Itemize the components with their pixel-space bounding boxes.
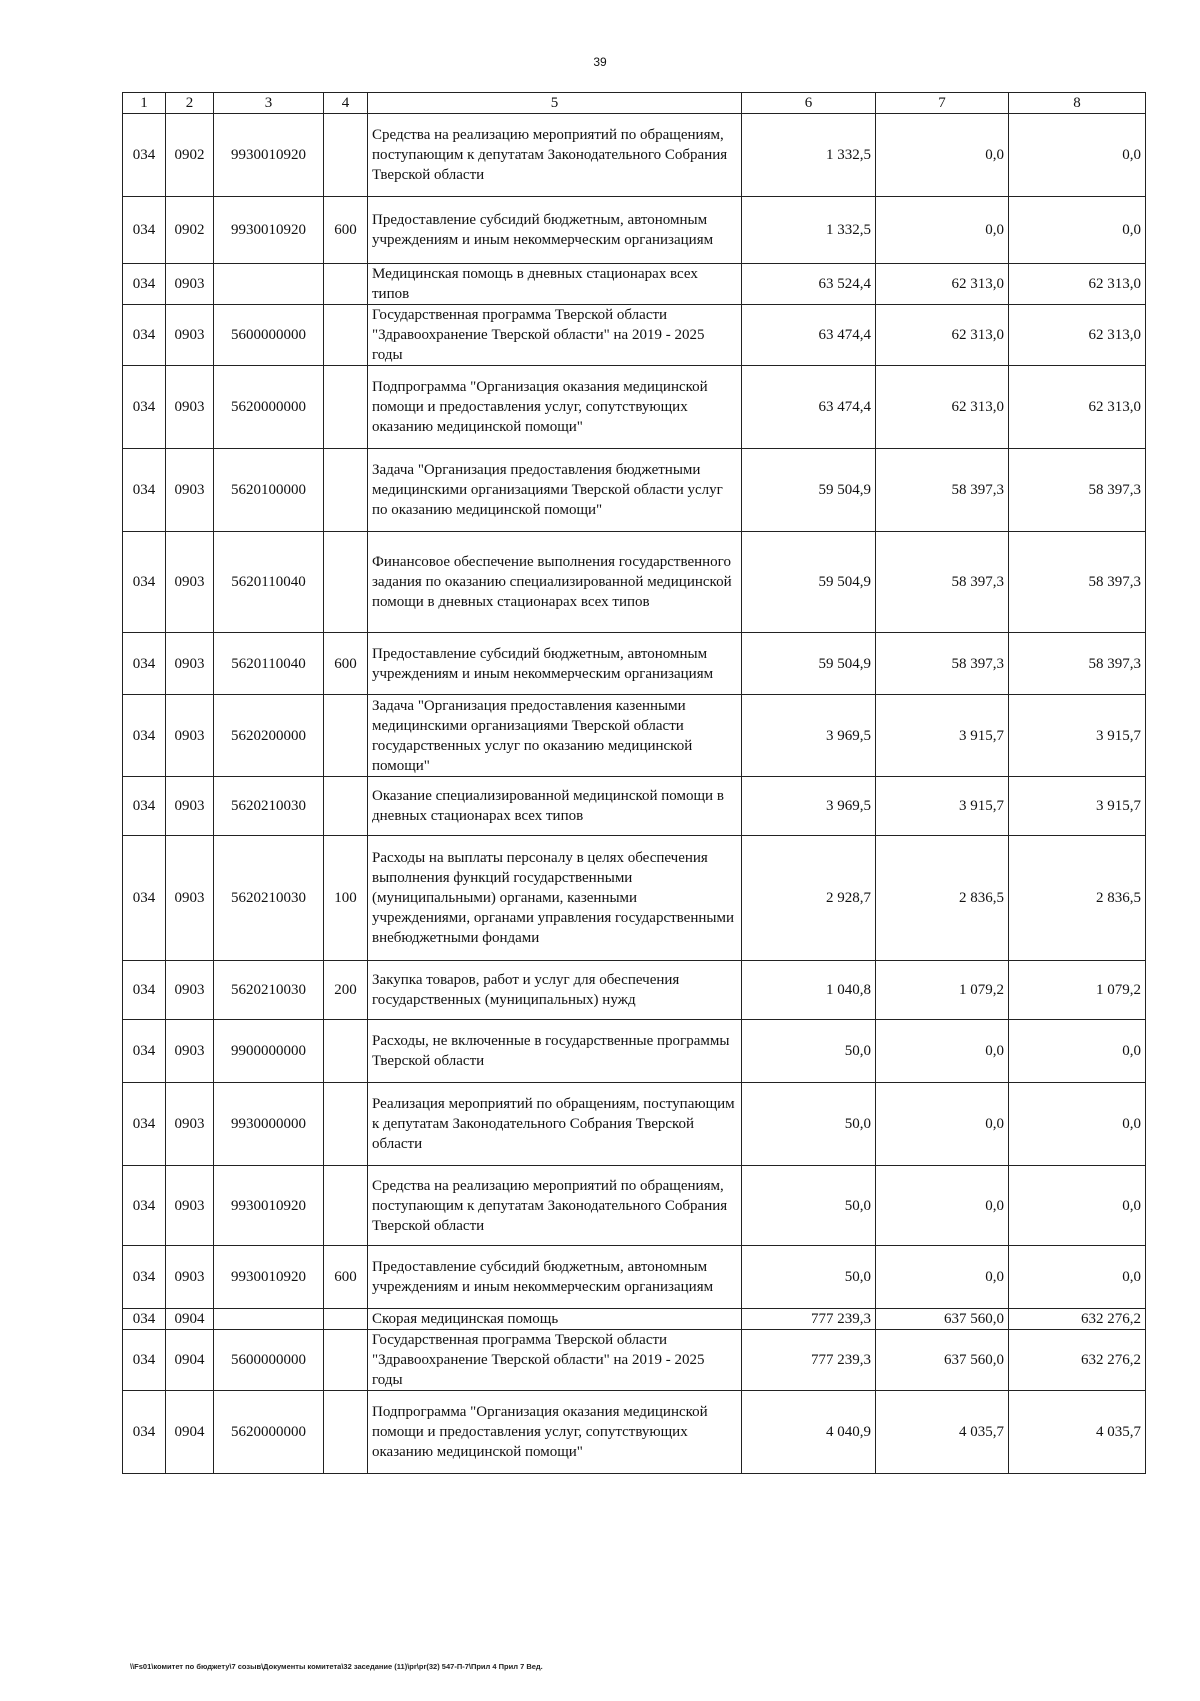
footer-file-path: \\Fs01\комитет по бюджету\7 созыв\Документы комитета\32 заседание (11)\pr\pr(32) 547-П-7\Прил 4 Прил 7 Вед. xyxy=(130,1662,543,1671)
cell-amount-2: 0,0 xyxy=(876,1020,1009,1083)
cell-ministry: 034 xyxy=(123,264,166,305)
cell-amount-1: 2 928,7 xyxy=(742,836,876,961)
cell-description: Государственная программа Тверской области "Здравоохранение Тверской области" на 2019 - 2025 годы xyxy=(368,1330,742,1391)
table-row xyxy=(123,366,1146,449)
table-row xyxy=(123,1330,1146,1391)
cell-description: Предоставление субсидий бюджетным, автономным учреждениям и иным некоммерческим организациям xyxy=(368,197,742,264)
cell-ministry: 034 xyxy=(123,305,166,366)
cell-section: 0903 xyxy=(166,264,214,305)
cell-description: Задача "Организация предоставления казенными медицинскими организациями Тверской области государственных услуг по оказанию медицинской помощи" xyxy=(368,695,742,777)
cell-target-article: 9930000000 xyxy=(214,1083,324,1166)
cell-ministry: 034 xyxy=(123,1330,166,1391)
table-row xyxy=(123,449,1146,532)
cell-amount-3: 58 397,3 xyxy=(1009,633,1146,695)
cell-amount-3: 58 397,3 xyxy=(1009,449,1146,532)
cell-ministry: 034 xyxy=(123,836,166,961)
cell-amount-1: 3 969,5 xyxy=(742,777,876,836)
column-header-3: 3 xyxy=(214,93,324,114)
table-row xyxy=(123,114,1146,197)
cell-amount-3: 0,0 xyxy=(1009,114,1146,197)
cell-target-article: 5620110040 xyxy=(214,532,324,633)
cell-target-article: 5620000000 xyxy=(214,1391,324,1474)
cell-expense-type xyxy=(324,1020,368,1083)
cell-expense-type: 100 xyxy=(324,836,368,961)
cell-amount-3: 2 836,5 xyxy=(1009,836,1146,961)
cell-amount-2: 4 035,7 xyxy=(876,1391,1009,1474)
cell-ministry: 034 xyxy=(123,197,166,264)
cell-target-article: 5620210030 xyxy=(214,777,324,836)
cell-description: Реализация мероприятий по обращениям, поступающим к депутатам Законодательного Собрания Тверской области xyxy=(368,1083,742,1166)
cell-ministry: 034 xyxy=(123,114,166,197)
cell-target-article: 5620000000 xyxy=(214,366,324,449)
cell-section: 0903 xyxy=(166,695,214,777)
cell-amount-2: 3 915,7 xyxy=(876,777,1009,836)
cell-expense-type: 600 xyxy=(324,197,368,264)
table-row xyxy=(123,633,1146,695)
cell-section: 0903 xyxy=(166,836,214,961)
cell-amount-3: 3 915,7 xyxy=(1009,777,1146,836)
column-header-2: 2 xyxy=(166,93,214,114)
cell-amount-2: 0,0 xyxy=(876,1166,1009,1246)
cell-amount-3: 3 915,7 xyxy=(1009,695,1146,777)
cell-expense-type xyxy=(324,1083,368,1166)
cell-target-article: 5620210030 xyxy=(214,836,324,961)
cell-description: Подпрограмма "Организация оказания медицинской помощи и предоставления услуг, сопутствующих оказанию медицинской помощи" xyxy=(368,1391,742,1474)
cell-amount-3: 0,0 xyxy=(1009,1166,1146,1246)
cell-section: 0903 xyxy=(166,1083,214,1166)
cell-description: Расходы на выплаты персоналу в целях обеспечения выполнения функций государственными (муниципальными) органами, казенными учреждениями, органами управления государственными внебюджетными фондами xyxy=(368,836,742,961)
table-body xyxy=(123,114,1146,1474)
cell-amount-2: 2 836,5 xyxy=(876,836,1009,961)
cell-amount-1: 50,0 xyxy=(742,1020,876,1083)
cell-ministry: 034 xyxy=(123,1083,166,1166)
cell-amount-3: 58 397,3 xyxy=(1009,532,1146,633)
column-header-6: 6 xyxy=(742,93,876,114)
cell-section: 0903 xyxy=(166,366,214,449)
cell-section: 0902 xyxy=(166,114,214,197)
cell-ministry: 034 xyxy=(123,449,166,532)
cell-amount-3: 0,0 xyxy=(1009,1246,1146,1309)
table-row xyxy=(123,1246,1146,1309)
cell-amount-2: 637 560,0 xyxy=(876,1309,1009,1330)
cell-target-article: 9930010920 xyxy=(214,114,324,197)
cell-expense-type xyxy=(324,1330,368,1391)
cell-section: 0903 xyxy=(166,777,214,836)
cell-target-article: 5600000000 xyxy=(214,1330,324,1391)
cell-expense-type xyxy=(324,264,368,305)
cell-amount-2: 0,0 xyxy=(876,114,1009,197)
cell-section: 0904 xyxy=(166,1391,214,1474)
cell-ministry: 034 xyxy=(123,633,166,695)
cell-amount-2: 1 079,2 xyxy=(876,961,1009,1020)
cell-target-article: 9930010920 xyxy=(214,197,324,264)
cell-ministry: 034 xyxy=(123,777,166,836)
column-header-7: 7 xyxy=(876,93,1009,114)
cell-section: 0903 xyxy=(166,449,214,532)
table-row xyxy=(123,1020,1146,1083)
table-row xyxy=(123,1309,1146,1330)
cell-description: Средства на реализацию мероприятий по обращениям, поступающим к депутатам Законодательного Собрания Тверской области xyxy=(368,114,742,197)
cell-description: Задача "Организация предоставления бюджетными медицинскими организациями Тверской области услуг по оказанию медицинской помощи" xyxy=(368,449,742,532)
cell-amount-2: 0,0 xyxy=(876,197,1009,264)
cell-section: 0904 xyxy=(166,1309,214,1330)
cell-target-article: 9930010920 xyxy=(214,1166,324,1246)
cell-section: 0903 xyxy=(166,633,214,695)
cell-ministry: 034 xyxy=(123,1309,166,1330)
cell-ministry: 034 xyxy=(123,1020,166,1083)
cell-amount-1: 50,0 xyxy=(742,1166,876,1246)
cell-section: 0903 xyxy=(166,1020,214,1083)
cell-section: 0903 xyxy=(166,532,214,633)
cell-amount-3: 62 313,0 xyxy=(1009,366,1146,449)
cell-target-article: 5620110040 xyxy=(214,633,324,695)
cell-amount-1: 3 969,5 xyxy=(742,695,876,777)
cell-target-article: 5620210030 xyxy=(214,961,324,1020)
cell-expense-type: 200 xyxy=(324,961,368,1020)
cell-amount-2: 58 397,3 xyxy=(876,449,1009,532)
cell-ministry: 034 xyxy=(123,695,166,777)
cell-expense-type xyxy=(324,777,368,836)
cell-expense-type xyxy=(324,366,368,449)
table-row xyxy=(123,264,1146,305)
cell-ministry: 034 xyxy=(123,1246,166,1309)
page-number: 39 xyxy=(593,55,607,69)
cell-target-article: 5620200000 xyxy=(214,695,324,777)
cell-description: Предоставление субсидий бюджетным, автономным учреждениям и иным некоммерческим организациям xyxy=(368,633,742,695)
cell-amount-1: 59 504,9 xyxy=(742,532,876,633)
cell-ministry: 034 xyxy=(123,1391,166,1474)
cell-amount-3: 632 276,2 xyxy=(1009,1330,1146,1391)
cell-section: 0903 xyxy=(166,305,214,366)
cell-section: 0903 xyxy=(166,1246,214,1309)
cell-expense-type xyxy=(324,1309,368,1330)
cell-expense-type: 600 xyxy=(324,1246,368,1309)
cell-section: 0904 xyxy=(166,1330,214,1391)
cell-description: Закупка товаров, работ и услуг для обеспечения государственных (муниципальных) нужд xyxy=(368,961,742,1020)
cell-amount-1: 777 239,3 xyxy=(742,1330,876,1391)
cell-description: Средства на реализацию мероприятий по обращениям, поступающим к депутатам Законодательного Собрания Тверской области xyxy=(368,1166,742,1246)
cell-amount-3: 62 313,0 xyxy=(1009,264,1146,305)
cell-amount-1: 50,0 xyxy=(742,1083,876,1166)
cell-amount-3: 0,0 xyxy=(1009,1020,1146,1083)
table-row xyxy=(123,777,1146,836)
cell-target-article: 9930010920 xyxy=(214,1246,324,1309)
cell-amount-2: 58 397,3 xyxy=(876,633,1009,695)
cell-description: Скорая медицинская помощь xyxy=(368,1309,742,1330)
table-row xyxy=(123,1166,1146,1246)
column-header-5: 5 xyxy=(368,93,742,114)
cell-expense-type xyxy=(324,1166,368,1246)
cell-description: Финансовое обеспечение выполнения государственного задания по оказанию специализированной медицинской помощи в дневных стационарах всех типов xyxy=(368,532,742,633)
cell-description: Подпрограмма "Организация оказания медицинской помощи и предоставления услуг, сопутствующих оказанию медицинской помощи" xyxy=(368,366,742,449)
cell-amount-1: 4 040,9 xyxy=(742,1391,876,1474)
cell-expense-type: 600 xyxy=(324,633,368,695)
cell-description: Медицинская помощь в дневных стационарах всех типов xyxy=(368,264,742,305)
cell-amount-2: 62 313,0 xyxy=(876,305,1009,366)
cell-ministry: 034 xyxy=(123,366,166,449)
cell-expense-type xyxy=(324,695,368,777)
table-row xyxy=(123,197,1146,264)
cell-description: Предоставление субсидий бюджетным, автономным учреждениям и иным некоммерческим организациям xyxy=(368,1246,742,1309)
cell-amount-1: 1 332,5 xyxy=(742,114,876,197)
cell-ministry: 034 xyxy=(123,961,166,1020)
cell-description: Оказание специализированной медицинской помощи в дневных стационарах всех типов xyxy=(368,777,742,836)
cell-target-article xyxy=(214,1309,324,1330)
table-row xyxy=(123,836,1146,961)
cell-target-article: 5600000000 xyxy=(214,305,324,366)
column-header-1: 1 xyxy=(123,93,166,114)
cell-amount-2: 62 313,0 xyxy=(876,264,1009,305)
column-header-4: 4 xyxy=(324,93,368,114)
table-header xyxy=(123,93,1146,114)
cell-amount-2: 637 560,0 xyxy=(876,1330,1009,1391)
cell-amount-1: 1 332,5 xyxy=(742,197,876,264)
cell-target-article xyxy=(214,264,324,305)
cell-amount-3: 1 079,2 xyxy=(1009,961,1146,1020)
cell-section: 0902 xyxy=(166,197,214,264)
cell-amount-2: 0,0 xyxy=(876,1246,1009,1309)
table-row xyxy=(123,695,1146,777)
column-header-8: 8 xyxy=(1009,93,1146,114)
cell-expense-type xyxy=(324,532,368,633)
table-row xyxy=(123,961,1146,1020)
cell-expense-type xyxy=(324,305,368,366)
cell-amount-3: 0,0 xyxy=(1009,1083,1146,1166)
cell-amount-2: 0,0 xyxy=(876,1083,1009,1166)
table-row xyxy=(123,1083,1146,1166)
cell-amount-2: 58 397,3 xyxy=(876,532,1009,633)
table-row xyxy=(123,1391,1146,1474)
cell-amount-1: 63 474,4 xyxy=(742,366,876,449)
cell-amount-3: 632 276,2 xyxy=(1009,1309,1146,1330)
cell-ministry: 034 xyxy=(123,1166,166,1246)
table-row xyxy=(123,305,1146,366)
cell-amount-1: 59 504,9 xyxy=(742,449,876,532)
cell-amount-1: 63 524,4 xyxy=(742,264,876,305)
cell-description: Расходы, не включенные в государственные программы Тверской области xyxy=(368,1020,742,1083)
table-row xyxy=(123,532,1146,633)
cell-target-article: 9900000000 xyxy=(214,1020,324,1083)
cell-amount-2: 62 313,0 xyxy=(876,366,1009,449)
cell-expense-type xyxy=(324,449,368,532)
cell-expense-type xyxy=(324,114,368,197)
cell-amount-3: 0,0 xyxy=(1009,197,1146,264)
cell-description: Государственная программа Тверской области "Здравоохранение Тверской области" на 2019 - 2025 годы xyxy=(368,305,742,366)
column-number-row xyxy=(123,93,1146,114)
cell-amount-1: 777 239,3 xyxy=(742,1309,876,1330)
cell-expense-type xyxy=(324,1391,368,1474)
cell-amount-1: 63 474,4 xyxy=(742,305,876,366)
cell-amount-1: 59 504,9 xyxy=(742,633,876,695)
cell-ministry: 034 xyxy=(123,532,166,633)
budget-table xyxy=(122,92,1146,1474)
cell-section: 0903 xyxy=(166,961,214,1020)
cell-amount-1: 1 040,8 xyxy=(742,961,876,1020)
cell-amount-1: 50,0 xyxy=(742,1246,876,1309)
cell-amount-3: 4 035,7 xyxy=(1009,1391,1146,1474)
cell-amount-3: 62 313,0 xyxy=(1009,305,1146,366)
cell-amount-2: 3 915,7 xyxy=(876,695,1009,777)
cell-section: 0903 xyxy=(166,1166,214,1246)
cell-target-article: 5620100000 xyxy=(214,449,324,532)
